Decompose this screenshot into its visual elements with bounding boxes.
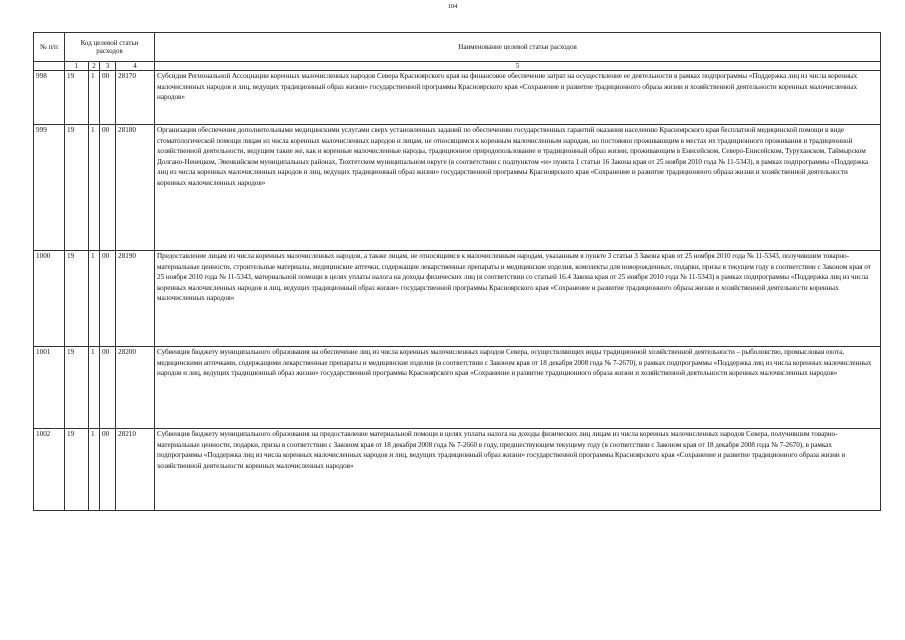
row-number: 1000: [34, 251, 65, 347]
code-1: 19: [65, 125, 89, 251]
code-4: 28170: [116, 71, 155, 125]
code-4: 28200: [116, 347, 155, 429]
subheader-3: 3: [100, 62, 116, 71]
table-row: [34, 251, 881, 347]
page-number: 104: [447, 3, 458, 10]
row-name: Предоставление лицам из числа коренных малочисленных народов, а также лицам, не относящимся к малочисленным народам, указанным в пункте 3 статьи 3 Закона края от 25 ноября 2010 года № 11-5343, получившим товарно-материальные ценности, строительные материалы, медицинские аптечки, содержащие лекарственные препараты и медицинские изделия, комплекты для новорожденных, подарки, призы в текущем году в соответствии с Законом края от 25 ноября 2010 года № 11-5343, материальной помощи в целях уплаты налога на доходы физических лиц (в соответствии со статьей 16.4 Закона края от 25 ноября 2010 года № 11-5343) в рамках подпрограммы «Поддержка лиц из числа коренных малочисленных народов и лиц, ведущих традиционный образ жизни» государственной программы Красноярского края «Сохранение и развитие традиционного образа жизни и хозяйственной деятельности коренных малочисленных народов»: [155, 251, 881, 347]
code-4: 28210: [116, 429, 155, 511]
row-name: Организация обеспечения дополнительными медицинскими услугами сверх установленных заданий по обеспечению государственных гарантий оказания населению Красноярского края бесплатной медицинской помощи в виде стоматологической помощи лицам из числа коренных малочисленных народов и лицам, не относящимся к коренным малочисленным народам, но постоянно проживающим в местах их традиционного проживания и традиционной хозяйственной деятельности, ведущим такие же, как и коренные малочисленные народы, традиционное природопользование и традиционный образ жизни, проживающим в Енисейском, Северо-Енисейском, Туруханском, Таймырском Долгано-Ненецком, Эвенкийском муниципальных районах, Тюхтетском муниципальном округе (в соответствии с подпунктом «и» пункта 1 статьи 16 Закона края от 25 ноября 2010 года № 11-5343), в рамках подпрограммы «Поддержка лиц из числа коренных малочисленных народов и лиц, ведущих традиционный образ жизни» государственной программы Красноярского края «Сохранение и развитие традиционного образа жизни и хозяйственной деятельности коренных малочисленных народов»: [155, 125, 881, 251]
table-row: [34, 71, 881, 125]
table-header-row: [34, 33, 881, 62]
code-1: 19: [65, 71, 89, 125]
code-4: 28180: [116, 125, 155, 251]
subheader-2: 2: [89, 62, 100, 71]
code-2: 1: [89, 347, 100, 429]
code-3: 00: [100, 347, 116, 429]
code-3: 00: [100, 125, 116, 251]
code-3: 00: [100, 71, 116, 125]
row-name: Субвенция бюджету муниципального образования на обеспечение лиц из числа коренных малочисленных народов Севера, осуществляющих виды традиционной хозяйственной деятельности – рыболовство, промысловая охота, медицинскими аптечками, содержащими лекарственные препараты и медицинские изделия (в соответствии с Законом края от 18 декабря 2008 года № 7-2670), в рамках подпрограммы «Поддержка лиц из числа коренных малочисленных народов и лиц, ведущих традиционный образ жизни» государственной программы Красноярского края «Сохранение и развитие традиционного образа жизни и хозяйственной деятельности коренных малочисленных народов»: [155, 347, 881, 429]
budget-table: [33, 32, 881, 511]
header-name: Наименование целевой статьи расходов: [155, 33, 881, 62]
code-2: 1: [89, 429, 100, 511]
row-number: 1002: [34, 429, 65, 511]
code-2: 1: [89, 71, 100, 125]
header-code-group: Код целевой статьи расходов: [65, 33, 155, 62]
code-2: 1: [89, 251, 100, 347]
row-name: Субвенция бюджету муниципального образования на предоставление материальной помощи в целях уплаты налога на доходы физических лиц лицам из числа коренных малочисленных народов Севера, получившим товарно-материальные ценности, подарки, призы в соответствии с Законом края от 18 декабря 2008 года № 7-2660 в году, предшествующем текущему году (в соответствии с Законом края от 18 декабря 2008 года № 7-2670), в рамках подпрограммы «Поддержка лиц из числа коренных малочисленных народов и лиц, ведущих традиционный образ жизни» государственной программы Красноярского края «Сохранение и развитие традиционного образа жизни и хозяйственной деятельности коренных малочисленных народов»: [155, 429, 881, 511]
header-number: № п/п: [34, 33, 65, 62]
code-2: 1: [89, 125, 100, 251]
row-number: 1001: [34, 347, 65, 429]
subheader-empty: [34, 62, 65, 71]
table-subheader-row: [34, 62, 881, 71]
table-row: [34, 347, 881, 429]
row-number: 999: [34, 125, 65, 251]
code-4: 28190: [116, 251, 155, 347]
code-3: 00: [100, 429, 116, 511]
code-1: 19: [65, 429, 89, 511]
code-1: 19: [65, 251, 89, 347]
code-3: 00: [100, 251, 116, 347]
table-row: [34, 125, 881, 251]
row-number: 998: [34, 71, 65, 125]
subheader-1: 1: [65, 62, 89, 71]
subheader-name: 5: [155, 62, 881, 71]
code-1: 19: [65, 347, 89, 429]
subheader-4: 4: [116, 62, 155, 71]
table-row: [34, 429, 881, 511]
row-name: Субсидия Региональной Ассоциации коренных малочисленных народов Севера Красноярского края на финансовое обеспечение затрат на осуществление ее деятельности в рамках подпрограммы «Поддержка лиц из числа коренных малочисленных народов и лиц, ведущих традиционный образ жизни» государственной программы Красноярского края «Сохранение и развитие традиционного образа жизни и хозяйственной деятельности коренных малочисленных народов»: [155, 71, 881, 125]
